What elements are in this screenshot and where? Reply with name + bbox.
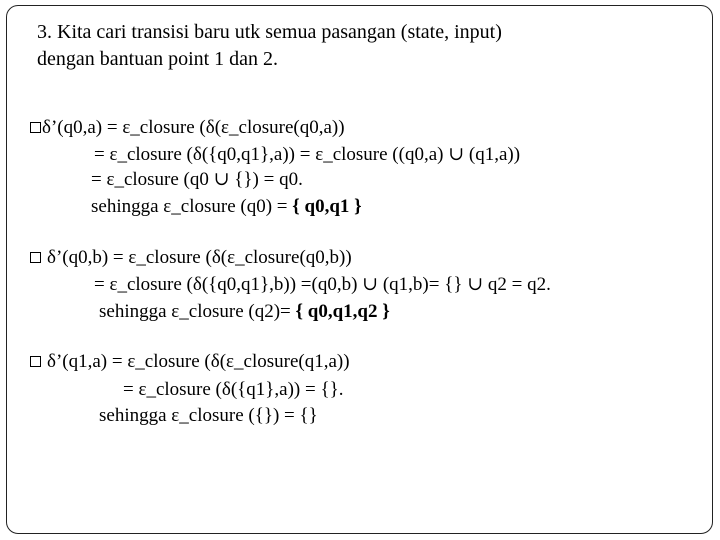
item-2-conclusion-text: sehingga ε_closure (q2)=	[99, 301, 296, 322]
item-1-result: { q0,q1 }	[292, 196, 362, 217]
checkbox-bullet-icon	[30, 122, 41, 133]
item-2-line-3	[99, 300, 390, 324]
item-1-line-4	[91, 195, 362, 219]
item-3-line-3: sehingga ε_closure ({}) = {}	[99, 405, 318, 426]
item-3-line-2: = ε_closure (δ({q1},a)) = {}.	[123, 379, 344, 400]
item-1-line-3: = ε_closure (q0 ∪ {}) = q0.	[91, 169, 303, 190]
item-1-line-1	[30, 116, 345, 140]
item-2-line-1	[30, 246, 352, 270]
item-3-line-1	[30, 350, 350, 374]
item-2-formula: δ’(q0,b) = ε_closure (δ(ε_closure(q0,b))	[47, 247, 352, 268]
item-1-formula: δ’(q0,a) = ε_closure (δ(ε_closure(q0,a))	[42, 117, 345, 138]
checkbox-bullet-icon	[30, 356, 41, 367]
item-2-result: { q0,q1,q2 }	[295, 301, 390, 322]
item-2-line-2: = ε_closure (δ({q0,q1},b)) =(q0,b) ∪ (q1,b)= {} ∪ q2 = q2.	[94, 274, 551, 295]
title-line-1: 3. Kita cari transisi baru utk semua pasangan (state, input)	[37, 21, 502, 43]
item-1-conclusion-text: sehingga ε_closure (q0) =	[91, 196, 293, 217]
item-1-line-2: = ε_closure (δ({q0,q1},a)) = ε_closure ((q0,a) ∪ (q1,a))	[94, 144, 521, 165]
checkbox-bullet-icon	[30, 252, 41, 263]
item-3-formula: δ’(q1,a) = ε_closure (δ(ε_closure(q1,a))	[47, 351, 350, 372]
title-line-2: dengan bantuan point 1 dan 2.	[37, 48, 279, 70]
slide-title	[37, 19, 502, 73]
